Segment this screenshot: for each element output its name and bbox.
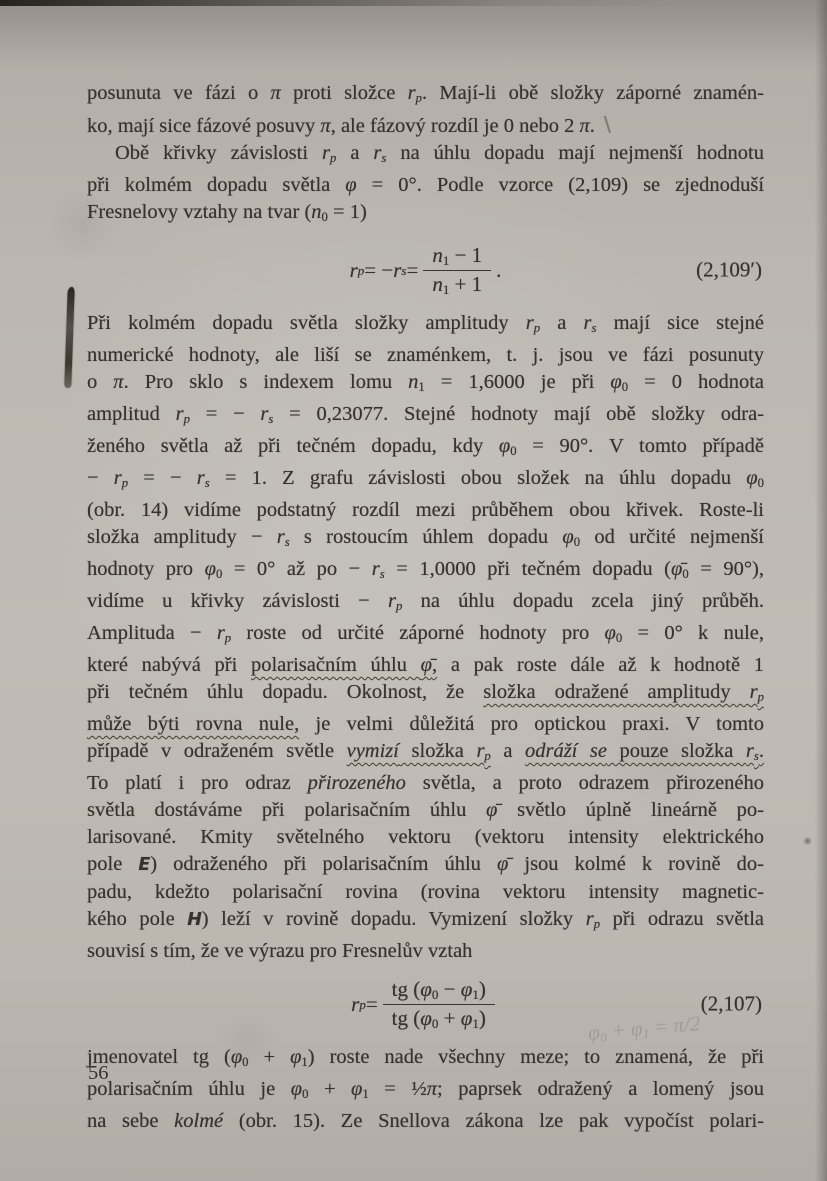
text-line (87, 770, 764, 797)
text-segment: které nabývá při (87, 654, 251, 676)
page-number: 56 (88, 1062, 109, 1084)
text-segment: (obr. 14) vidíme podstatný rozdíl mezi průběhem obou křivek. Roste-li (87, 498, 764, 521)
text-line (87, 1076, 764, 1108)
text-segment: p (330, 151, 337, 166)
text-segment: 1 (362, 1086, 369, 1101)
text-segment: H (187, 910, 202, 931)
text-segment: φ (604, 621, 616, 644)
text-line (87, 112, 764, 140)
text-segment: proti složce (280, 82, 408, 104)
text-segment: = 90°), (688, 557, 764, 580)
text-segment: π (113, 370, 124, 393)
text-segment: s (591, 320, 597, 335)
text-segment: To platí i pro odraz (87, 772, 308, 795)
text-segment: r (216, 621, 225, 644)
text-segment: r (113, 466, 122, 489)
text-segment: − 1 (449, 243, 483, 268)
text-segment: p (415, 91, 422, 106)
text-segment: , ale fázový rozdíl je 0 nebo 2 (330, 115, 580, 138)
text-line (87, 620, 764, 652)
text-segment: p (757, 690, 764, 705)
text-segment: jsou kolmé k rovině do- (508, 853, 764, 876)
text-segment: = − (190, 402, 261, 425)
text-segment: polarisačním úhlu je (87, 1077, 291, 1100)
text-segment: případě v odraženém světle (87, 740, 347, 763)
text-segment: φ (345, 174, 357, 197)
text-segment: , (432, 654, 438, 676)
text-segment: pole (87, 853, 139, 876)
text-segment: přirozeného (307, 772, 406, 795)
text-segment: ; paprsek odražený a lomený jsou (437, 1077, 765, 1100)
text-line (87, 497, 764, 524)
text-segment: . Mají-li obě složky záporné znamén- (421, 82, 765, 104)
text-segment: p (359, 996, 366, 1012)
text-segment: padu, kdežto polarisační rovina (rovina vektoru intensity magnetic- (87, 881, 764, 904)
text-line (87, 851, 764, 879)
text-line (87, 524, 764, 556)
text-segment: = 0°. Podle vzorce (2,109) se zjednoduší (356, 174, 765, 197)
scan-shadow-top-soft (0, 0, 827, 70)
text-segment: r (387, 589, 396, 612)
text-segment: . (589, 115, 600, 138)
text-segment: p (121, 475, 129, 490)
text-segment: = 1) (327, 201, 367, 224)
text-segment: π (671, 1012, 685, 1038)
text-segment: 0 (321, 210, 328, 225)
text-segment: r (393, 257, 402, 282)
text-segment: n (408, 370, 419, 393)
text-segment: p (484, 749, 491, 764)
text-segment: vidíme u křivky závislosti − (87, 589, 388, 612)
text-segment: jmenovatel tg ( (87, 1045, 231, 1068)
text-segment: + (308, 1077, 352, 1100)
text-segment: 0 (215, 566, 223, 581)
text-segment: amplitud (87, 402, 176, 425)
text-segment: − (87, 466, 114, 489)
text-segment: a pak roste dále až k hodnotě 1 (437, 654, 764, 676)
text-line (87, 652, 764, 679)
text-line (87, 1108, 764, 1135)
text-segment: pouze složka (606, 740, 746, 763)
text-segment: ženého světla až při tečném dopadu, kdy (87, 434, 499, 457)
text-segment: světla dostáváme při polarisačním úhlu (87, 799, 487, 822)
scan-edge-shadow-top (0, 0, 827, 6)
text-segment: při tečném úhlu dopadu. Okolnost, že (87, 681, 484, 703)
text-segment: φ (629, 1016, 643, 1042)
text-segment: r (745, 740, 754, 763)
text-segment: larisované. Kmity světelného vektoru (vektoru intensity elektrického (87, 826, 764, 849)
text-segment: Amplituda − (87, 621, 217, 644)
text-segment: s (284, 534, 290, 549)
text-segment: π (579, 115, 590, 138)
text-segment: při odrazu světla (600, 908, 764, 931)
text-segment: π (426, 1077, 438, 1100)
text-segment: r (585, 908, 594, 931)
text-segment: . (496, 257, 502, 282)
text-segment: p (395, 598, 403, 613)
text-segment: φ̄ (496, 853, 509, 876)
text-segment: φ (290, 1045, 302, 1068)
text-segment: 0 (615, 631, 623, 645)
text-segment: ) odraženého při polarisačním úhlu (150, 853, 497, 876)
text-segment: ∖ (600, 113, 614, 138)
text-segment: = 0 hodnota (628, 370, 765, 393)
text-segment: může býti rovna nule, (87, 713, 300, 736)
text-segment: + 1 (449, 271, 483, 296)
text-segment: s (204, 475, 210, 490)
text-segment: 0 (302, 1086, 309, 1101)
text-segment: ) roste nade všechny meze; to znamená, že při (307, 1045, 764, 1068)
text-segment: 1 (641, 1025, 650, 1042)
text-segment: r (196, 466, 205, 489)
text-segment: s (381, 151, 387, 166)
text-segment: φ (420, 1005, 432, 1030)
text-segment: /2 (682, 1011, 701, 1037)
text-segment: φ (460, 1005, 473, 1030)
text-segment: 1 (472, 987, 479, 1003)
text-segment: = − (364, 257, 394, 282)
text-segment: polarisačním úhlu (250, 654, 421, 676)
text-line (87, 342, 764, 369)
fraction-denominator (383, 1004, 495, 1033)
paper-speck (803, 837, 812, 845)
equation-tag: (2,109′) (696, 257, 762, 282)
text-segment: ) leží v rovině dopadu. Vymizení složky (201, 908, 586, 931)
text-segment: φ (204, 557, 216, 580)
text-segment: = 0° k nule, (622, 621, 765, 644)
text-segment: r (349, 257, 358, 282)
text-segment: s (268, 411, 274, 426)
text-segment: od určité nejmenší (580, 525, 764, 548)
text-segment: p (593, 917, 601, 932)
text-segment: kolmé (174, 1109, 224, 1132)
text-segment: 0 (599, 1029, 607, 1046)
text-segment: mají sice stejné (596, 311, 764, 334)
text-segment: světlo úplně lineárně po- (497, 799, 764, 822)
text-segment: (obr. 15). Ze Snellova zákona lze pak vypočíst polari- (223, 1109, 764, 1132)
scan-edge-shadow-right (815, 0, 827, 1181)
text-segment: = (365, 991, 378, 1016)
text-segment: = ½ (368, 1077, 427, 1100)
text-segment: − (438, 977, 461, 1002)
text-line (87, 199, 764, 231)
text-segment: hodnoty pro (87, 557, 205, 580)
text-segment: roste od určité záporné hodnoty pro (231, 621, 605, 644)
text-segment: a (540, 311, 584, 334)
text-line (87, 824, 764, 851)
text-line (87, 797, 764, 824)
text-segment: kého pole (87, 908, 188, 931)
text-segment: a (336, 142, 374, 165)
text-segment: E (138, 855, 151, 876)
text-segment: π (320, 115, 331, 138)
text-segment: složka amplitudy − (87, 525, 277, 548)
text-segment: = 0° až po − (222, 557, 372, 580)
equation-2-109 (87, 242, 764, 298)
text-segment: = (406, 257, 419, 282)
text-segment: n (311, 201, 322, 224)
text-segment: r (407, 82, 416, 104)
text-segment: r (525, 311, 534, 334)
text-line (87, 906, 764, 938)
text-segment: na úhlu dopadu mají nejmenší hodnotu (386, 142, 764, 165)
fraction (423, 242, 491, 298)
text-segment: = 1,6000 je při (424, 370, 611, 393)
text-segment: 0 (242, 1054, 249, 1069)
text-segment: 0 (431, 987, 439, 1003)
text-segment: vymizí (346, 740, 399, 763)
text-segment: o (87, 370, 114, 393)
text-segment: . (758, 740, 764, 763)
text-segment: φ (746, 466, 758, 489)
text-segment: φ̄ (486, 799, 498, 822)
text-segment: φ̄ (420, 654, 433, 676)
text-segment: n (432, 243, 443, 268)
text-segment: tg ( (391, 1005, 421, 1030)
fraction-numerator (423, 242, 491, 270)
text-segment: = 0,23077. Stejné hodnoty mají obě složky odra- (273, 402, 765, 425)
text-segment: tg ( (391, 977, 421, 1002)
text-segment: φ (460, 977, 473, 1002)
text-segment: 0 (621, 379, 629, 394)
text-segment: φ (351, 1077, 363, 1100)
text-segment: p (224, 631, 232, 645)
text-segment: Fresnelovy vztahy na tvar ( (87, 201, 312, 224)
text-segment: r (351, 991, 360, 1016)
text-segment: φ (498, 434, 511, 457)
text-segment: s (753, 749, 759, 764)
text-line (87, 465, 764, 497)
text-segment: φ (586, 1020, 601, 1046)
text-line (87, 588, 764, 620)
text-segment: a (490, 740, 525, 763)
text-segment: 1 (442, 253, 450, 269)
text-line (87, 679, 764, 711)
pencil-annotation (587, 1011, 701, 1046)
text-segment: = 90°. V tomto případě (516, 434, 765, 457)
text-segment: ) (478, 1005, 486, 1030)
text-line (87, 711, 764, 738)
text-segment: + (604, 1017, 632, 1044)
text-segment: světla, a proto odrazem přirozeného (405, 772, 764, 795)
text-segment: . Pro sklo s indexem lomu (123, 370, 409, 393)
text-segment: numerické hodnoty, ale liší se znaménkem, t. j. jsou ve fázi posunuty (87, 343, 764, 366)
text-segment: Obě křivky závislosti (115, 142, 323, 165)
text-segment: 1 (442, 281, 450, 297)
text-segment: 0 (431, 1015, 439, 1031)
text-line (87, 1044, 764, 1076)
text-segment: Při kolmém dopadu světla složky amplitudy (87, 311, 526, 334)
text-segment: 0 (682, 566, 689, 581)
text-segment: 1 (301, 1054, 308, 1069)
text-segment: r (749, 681, 758, 703)
text-segment: 0 (573, 534, 581, 549)
text-line (87, 140, 764, 172)
text-segment: odráží se (524, 740, 607, 763)
text-segment: posunuta ve fázi o (87, 82, 271, 104)
equation-body (351, 976, 500, 1032)
margin-ink-stroke (64, 287, 75, 388)
text-segment: p (183, 411, 190, 426)
text-segment: r (476, 740, 485, 763)
text-segment: p (357, 262, 365, 278)
text-segment: souvisí s tím, že ve výrazu pro Fresnelův vztah (87, 940, 473, 963)
text-line (87, 401, 764, 433)
text-segment: při kolmém dopadu světla (87, 174, 346, 197)
text-segment: složka odražené amplitudy (483, 681, 750, 703)
text-segment: ko, mají sice fázové posuvy (87, 115, 321, 138)
text-line (87, 938, 764, 965)
text-segment: 0 (757, 475, 764, 490)
text-segment: r (276, 525, 285, 548)
text-segment: s rostoucím úhlem dopadu (289, 525, 563, 548)
text-segment: φ (610, 370, 622, 393)
text-segment: s (401, 262, 407, 278)
text-segment: = 1,0000 při tečném dopadu ( (384, 557, 671, 580)
text-segment: = (647, 1013, 674, 1040)
text-segment: = 1. Z grafu závislosti obou složek na úhlu dopadu (209, 466, 747, 489)
text-segment: 0 (510, 443, 517, 458)
text-segment: + (248, 1045, 291, 1068)
text-segment: r (260, 402, 269, 425)
text-line (87, 879, 764, 906)
text-segment: je velmi důležitá pro optickou praxi. V tomto (299, 713, 764, 736)
text-segment: na úhlu dopadu zcela jiný průběh. (402, 589, 764, 612)
text-segment: na sebe (87, 1109, 175, 1132)
text-segment: φ (420, 977, 432, 1002)
text-line (87, 556, 764, 588)
text-segment: = − (128, 466, 197, 489)
text-segment: r (371, 557, 380, 580)
text-segment: s (379, 566, 385, 581)
text-line (87, 310, 764, 342)
text-line (87, 172, 764, 199)
fraction (383, 976, 495, 1032)
text-segment: φ (290, 1077, 303, 1100)
text-line (87, 369, 764, 401)
text-column (87, 80, 764, 1135)
text-line (87, 738, 764, 770)
text-segment: φ (230, 1045, 243, 1068)
fraction-numerator (383, 976, 495, 1004)
equation-2-107 (87, 976, 764, 1046)
text-segment: ) (478, 977, 486, 1002)
text-segment: n (432, 271, 443, 296)
text-segment: 1 (472, 1015, 479, 1031)
equation-body (350, 242, 502, 298)
equation-tag: (2,107) (700, 991, 762, 1016)
text-segment: r (583, 311, 592, 334)
text-line (87, 433, 764, 465)
text-segment: r (322, 142, 331, 165)
text-segment: složka (398, 740, 477, 763)
text-line (87, 80, 764, 112)
text-segment: φ (562, 525, 574, 548)
fraction-denominator (423, 270, 491, 299)
text-segment: π (270, 82, 281, 104)
text-segment: p (533, 320, 541, 335)
text-segment: + (438, 1005, 461, 1030)
text-segment: r (373, 142, 382, 165)
text-segment: φ̄ (671, 557, 683, 580)
text-segment: r (175, 402, 184, 425)
text-segment: 1 (418, 379, 425, 394)
